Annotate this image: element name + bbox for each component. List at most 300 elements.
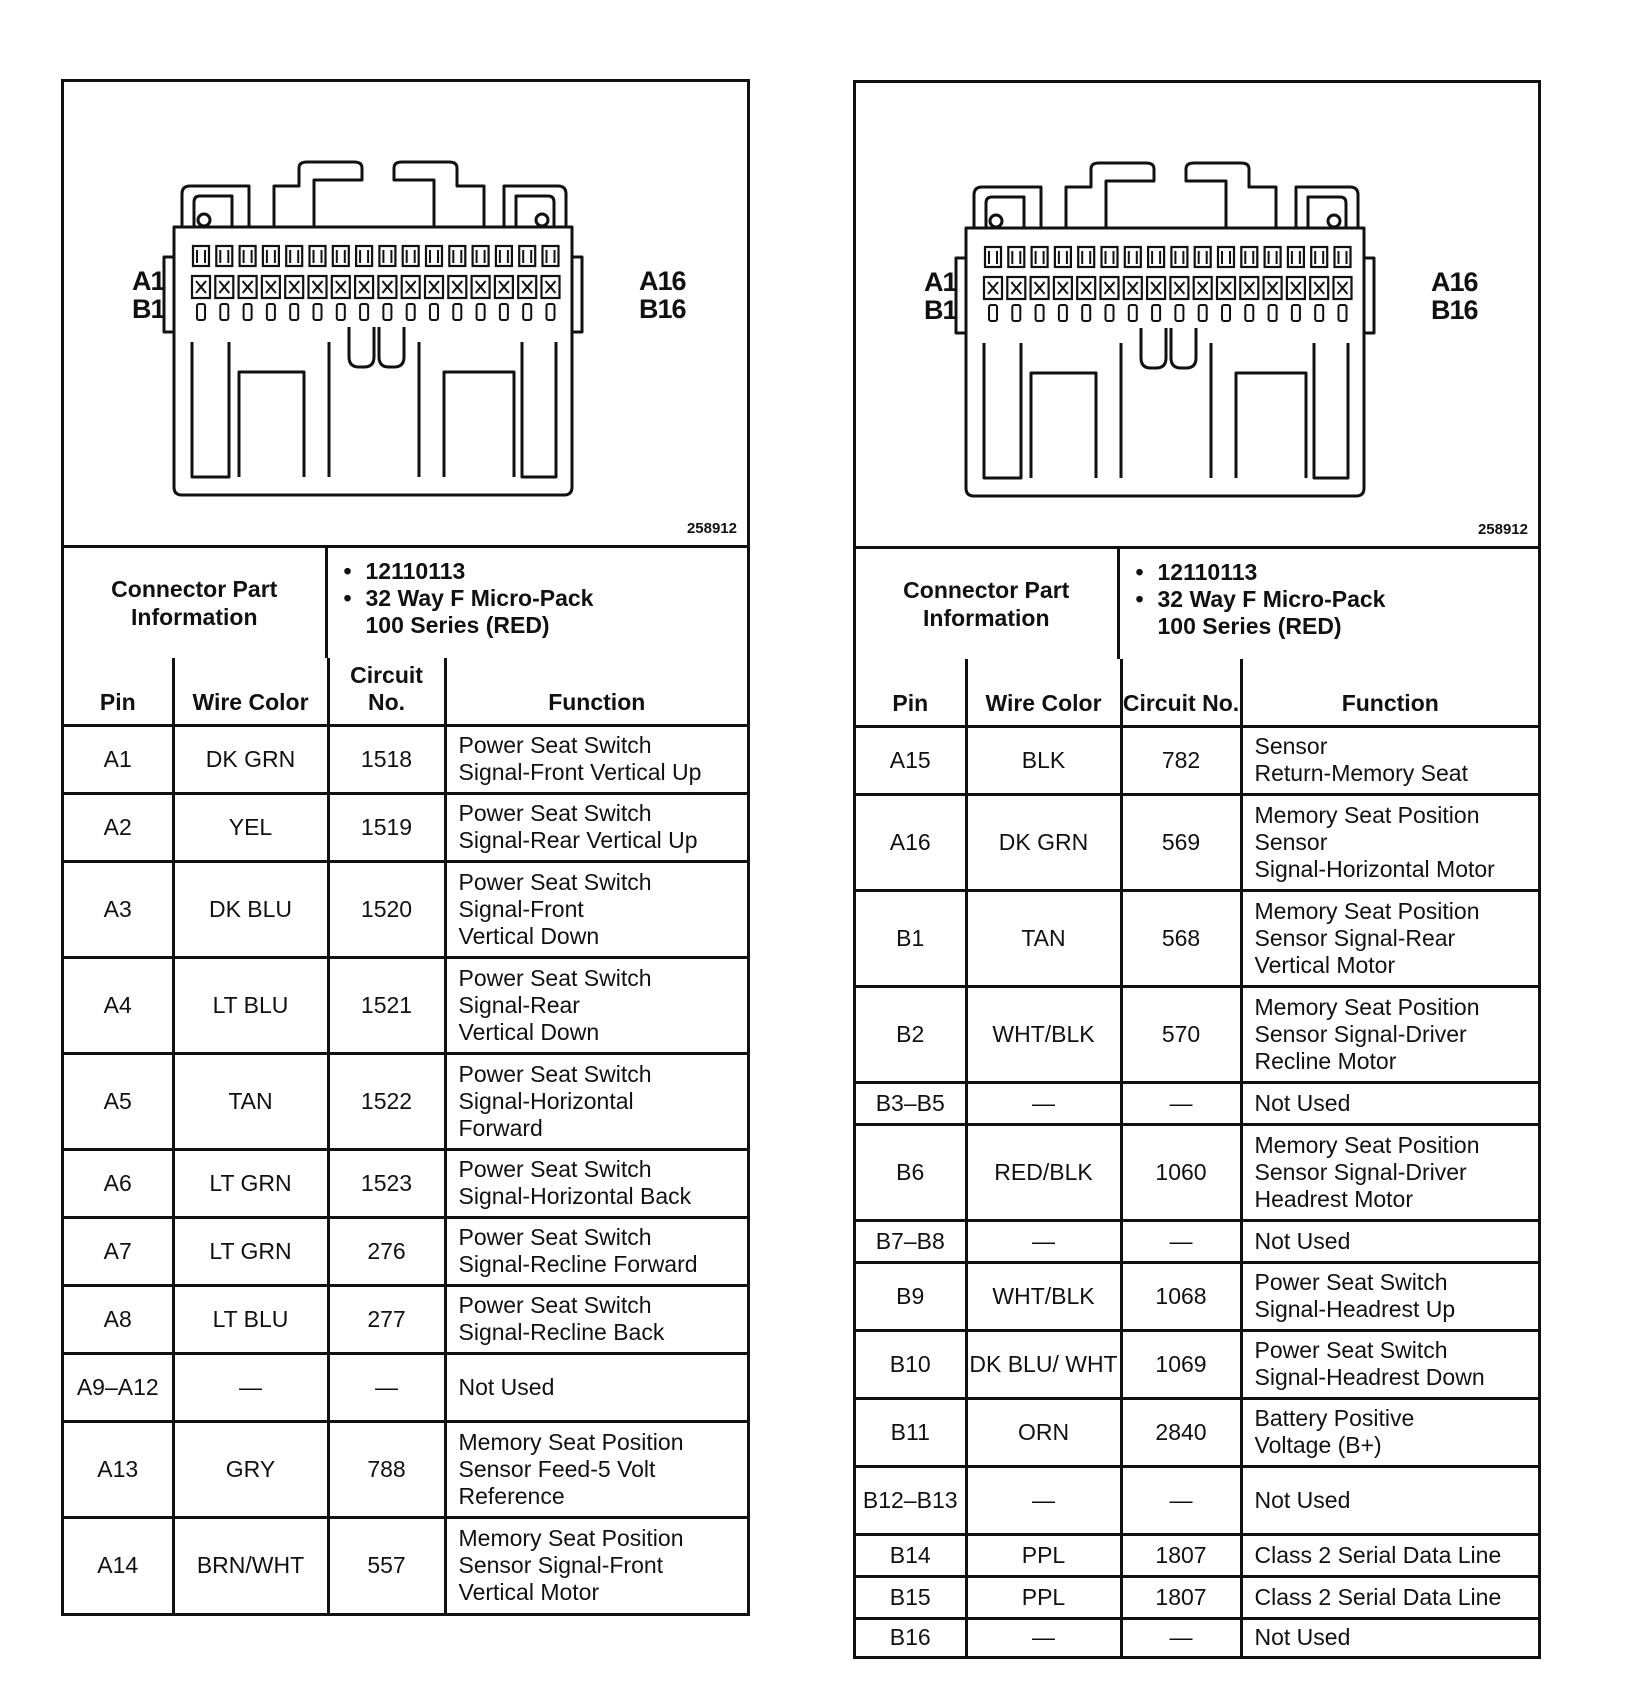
wire-color-cell: DK GRN [173,725,328,793]
function-cell [445,861,747,957]
circuit-cell: — [1121,1466,1241,1534]
terminal-cavity-a [1288,247,1304,267]
function-line: Power Seat Switch [458,868,652,895]
circuit-cell: 782 [1121,726,1241,794]
header-circuit-no: Circuit No. [1121,659,1241,726]
connector-part-list [326,548,747,658]
function-line: Memory Seat Position [1254,897,1480,924]
figure-number: 258912 [1477,521,1528,538]
wire-color-cell: LT GRN [173,1149,328,1217]
function-line: Power Seat Switch [458,1224,652,1250]
table-row [856,986,1538,1082]
function-line: Sensor Signal-Driver [1254,1020,1467,1047]
circuit-cell: 1069 [1121,1330,1241,1398]
terminal-cavity-b-detail [1314,282,1324,294]
latch-window [523,304,531,320]
pin-cell: A4 [64,957,173,1053]
function-line: Sensor Feed-5 Volt [458,1455,656,1482]
circuit-cell: 570 [1121,986,1241,1082]
pin-cell: A5 [64,1053,173,1149]
latch-window [430,304,438,320]
terminal-cavity-a [286,246,302,266]
terminal-cavity-a [1218,247,1234,267]
table-row [64,1353,747,1421]
function-line: Memory Seat Position [1254,993,1480,1020]
table-row [856,1398,1538,1466]
terminal-cavity-a [1125,247,1141,267]
terminal-cavity-a [403,246,419,266]
latch-window [1222,305,1230,321]
function-line: Sensor [1254,828,1328,855]
latch-window [337,304,345,320]
circuit-cell: 1807 [1121,1576,1241,1618]
table-row [856,726,1538,794]
wire-color-cell: WHT/BLK [966,986,1121,1082]
function-line: Reference [458,1482,565,1509]
function-line: Memory Seat Position [1254,1131,1480,1158]
circuit-cell: 1068 [1121,1262,1241,1330]
wire-color-cell: RED/BLK [966,1124,1121,1220]
connector-info-table [856,549,1538,659]
function-line: Vertical Down [458,1018,600,1045]
terminal-cavity-b-detail [988,282,998,294]
pin-label-b-end: B16 [1431,295,1478,325]
terminal-cavity-a [496,246,512,266]
terminal-cavity-b-detail [1105,282,1115,294]
latch-window [1269,305,1277,321]
terminal-cavity-a [1195,247,1211,267]
table-row [64,861,747,957]
pin-table [856,659,1538,1656]
function-line: Recline Motor [1254,1047,1397,1074]
latch-window [197,304,205,320]
connector-diagram [64,82,747,548]
terminal-cavity-a [1148,247,1164,267]
wire-color-cell: WHT/BLK [966,1262,1121,1330]
function-cell [445,1149,747,1217]
latch-window [1175,305,1183,321]
latch-window [383,304,391,320]
function-cell [1241,1398,1538,1466]
table-row [64,1217,747,1285]
circuit-cell: 2840 [1121,1398,1241,1466]
header-pin: Pin [856,659,966,726]
pin-label-b-start: B1 [132,294,165,324]
terminal-cavity-a [1102,247,1118,267]
circuit-cell: 568 [1121,890,1241,986]
terminal-cavity-b-detail [219,281,229,293]
function-line: Not Used [1254,1486,1351,1513]
connector-panel-left [61,79,750,1616]
function-line: Headrest Motor [1254,1185,1414,1212]
function-cell [445,1285,747,1353]
pin-cell: B1 [856,890,966,986]
function-cell [1241,1124,1538,1220]
terminal-cavity-a [519,246,535,266]
terminal-cavity-b-detail [476,281,486,293]
latch-window [244,304,252,320]
function-line: Signal-Horizontal Motor [1254,855,1495,882]
table-row [856,890,1538,986]
header-function: Function [1241,659,1538,726]
pin-cell: B7–B8 [856,1220,966,1262]
circuit-cell: 1519 [328,793,445,861]
table-row [856,1330,1538,1398]
terminal-cavity-a [310,246,326,266]
latch-window [220,304,228,320]
function-cell [445,1053,747,1149]
latch-window [547,304,555,320]
terminal-cavity-a [543,246,559,266]
function-line: Not Used [1254,1624,1351,1651]
function-line: Not Used [458,1373,555,1400]
wire-color-cell: YEL [173,793,328,861]
table-row [64,1149,747,1217]
connector-info-table [64,548,747,658]
function-line: Vertical Motor [458,1579,600,1606]
wire-color-cell: LT GRN [173,1217,328,1285]
pin-cell: B11 [856,1398,966,1466]
terminal-cavity-b-detail [1174,282,1184,294]
part-type: • 32 Way F Micro-Pack 100 Series (RED) [366,585,748,639]
terminal-cavity-b-detail [196,281,206,293]
circuit-cell: 1522 [328,1053,445,1149]
latch-window [989,305,997,321]
pin-cell: A14 [64,1517,173,1613]
terminal-cavity-b-detail [522,281,532,293]
function-line: Battery Positive [1254,1405,1415,1431]
part-number: • 12110113 [366,558,748,585]
terminal-cavity-b-detail [452,281,462,293]
table-row [856,1262,1538,1330]
connector-part-list [1118,549,1538,659]
function-line: Sensor Signal-Front [458,1552,664,1579]
function-line: Signal-Horizontal [458,1087,634,1114]
terminal-cavity-a [263,246,279,266]
terminal-cavity-a [1241,247,1257,267]
terminal-cavity-b-detail [1011,282,1021,294]
terminal-cavity-a [1265,247,1281,267]
pin-cell: A9–A12 [64,1353,173,1421]
pin-cell: B9 [856,1262,966,1330]
terminal-cavity-a [473,246,489,266]
function-cell [445,725,747,793]
function-line: Signal-Headrest Down [1254,1364,1485,1390]
wire-color-cell: TAN [966,890,1121,986]
latch-window [1152,305,1160,321]
function-cell [1241,1618,1538,1656]
function-line: Signal-Horizontal Back [458,1183,692,1209]
header-wire-color: Wire Color [966,659,1121,726]
circuit-cell: — [1121,1082,1241,1124]
wire-color-cell: — [966,1618,1121,1656]
terminal-cavity-a [449,246,465,266]
latch-window [1036,305,1044,321]
connector-shroud [182,162,566,227]
terminal-cavity-b-detail [1035,282,1045,294]
latch-window [290,304,298,320]
pin-cell: A6 [64,1149,173,1217]
function-line: Signal-Recline Back [458,1319,665,1345]
function-line: Power Seat Switch [458,1060,652,1087]
function-line: Memory Seat Position [458,1525,684,1552]
function-line: Vertical Down [458,922,600,949]
wire-color-cell: LT BLU [173,1285,328,1353]
alignment-hole [536,214,548,226]
circuit-cell: — [328,1353,445,1421]
latch-window [1339,305,1347,321]
terminal-cavity-b-detail [406,281,416,293]
circuit-cell: 1518 [328,725,445,793]
function-line: Power Seat Switch [458,800,652,826]
function-line: Signal-Rear [458,991,580,1018]
pin-cell: B3–B5 [856,1082,966,1124]
terminal-cavity-a [426,246,442,266]
circuit-cell: — [1121,1220,1241,1262]
pin-cell: B15 [856,1576,966,1618]
table-row [856,1618,1538,1656]
function-line: Sensor Signal-Rear [1254,924,1456,951]
terminal-cavity-b-detail [336,281,346,293]
terminal-cavity-b-detail [546,281,556,293]
circuit-cell: 1520 [328,861,445,957]
latch-window [407,304,415,320]
function-cell [1241,890,1538,986]
header-circuit-no: Circuit No. [328,658,445,725]
wire-color-cell: DK BLU [173,861,328,957]
terminal-cavity-b-detail [1338,282,1348,294]
function-line: Return-Memory Seat [1254,760,1468,786]
wire-color-cell: — [173,1353,328,1421]
terminal-cavity-a [379,246,395,266]
function-cell [445,1217,747,1285]
table-row [856,1220,1538,1262]
function-line: Class 2 Serial Data Line [1254,1583,1502,1610]
terminal-cavity-a [193,246,209,266]
table-row [64,957,747,1053]
terminal-cavity-a [240,246,256,266]
pin-cell: A8 [64,1285,173,1353]
terminal-cavity-b-detail [1198,282,1208,294]
circuit-cell: 788 [328,1421,445,1517]
function-line: Signal-Front [458,895,584,922]
latch-window [1129,305,1137,321]
function-line: Not Used [1254,1089,1351,1116]
alignment-hole [990,215,1002,227]
pin-cell: A2 [64,793,173,861]
function-line: Power Seat Switch [458,732,652,758]
figure-number: 258912 [686,520,737,537]
terminal-cavity-b-detail [359,281,369,293]
terminal-cavity-b-detail [243,281,253,293]
circuit-cell: 569 [1121,794,1241,890]
latch-window [1315,305,1323,321]
function-cell [1241,1220,1538,1262]
table-row [64,793,747,861]
latch-window [1106,305,1114,321]
latch-window [1082,305,1090,321]
pin-cell: B16 [856,1618,966,1656]
alignment-hole [1328,215,1340,227]
connector-panel-right [853,80,1541,1659]
function-cell [1241,794,1538,890]
latch-window [1292,305,1300,321]
function-line: Class 2 Serial Data Line [1254,1541,1502,1568]
pin-table [64,658,747,1613]
function-line: Power Seat Switch [1254,1269,1448,1295]
circuit-cell: 277 [328,1285,445,1353]
terminal-cavity-b-detail [1081,282,1091,294]
table-row [856,1466,1538,1534]
latch-window [1199,305,1207,321]
latch-window [314,304,322,320]
wire-color-cell: LT BLU [173,957,328,1053]
connector-diagram [856,83,1538,549]
wire-color-cell: DK BLU/ WHT [966,1330,1121,1398]
pin-cell: A1 [64,725,173,793]
circuit-cell: 1521 [328,957,445,1053]
header-function: Function [445,658,747,725]
function-cell [445,793,747,861]
pin-cell: A15 [856,726,966,794]
function-line: Signal-Rear Vertical Up [458,827,698,853]
function-line: Power Seat Switch [458,964,652,991]
wire-color-cell: BRN/WHT [173,1517,328,1613]
pin-label-a-end: A16 [639,266,686,296]
connector-info-label: Connector Part Information [64,548,326,658]
mounting-base [984,328,1348,478]
table-row [64,1053,747,1149]
circuit-cell: 1807 [1121,1534,1241,1576]
terminal-cavity-a [1032,247,1048,267]
part-number: • 12110113 [1158,559,1539,586]
function-cell [1241,1466,1538,1534]
latch-window [453,304,461,320]
table-row [856,1534,1538,1576]
table-row [64,1517,747,1613]
wire-color-cell: PPL [966,1576,1121,1618]
function-line: Signal-Front Vertical Up [458,759,702,785]
terminal-cavity-a [1171,247,1187,267]
latch-window [1245,305,1253,321]
terminal-cavity-a [1055,247,1071,267]
circuit-cell: — [1121,1618,1241,1656]
wire-color-cell: — [966,1082,1121,1124]
function-cell [1241,986,1538,1082]
wire-color-cell: DK GRN [966,794,1121,890]
function-line: Sensor [1254,733,1328,759]
connector-info-label: Connector Part Information [856,549,1118,659]
function-cell [445,1517,747,1613]
function-line: Memory Seat Position [1254,801,1480,828]
connector-shroud [974,163,1358,228]
table-row [856,794,1538,890]
pin-cell: A7 [64,1217,173,1285]
table-row [856,1082,1538,1124]
terminal-cavity-b-detail [1128,282,1138,294]
latch-window [500,304,508,320]
pin-cell: A3 [64,861,173,957]
latch-window [477,304,485,320]
terminal-cavity-a [216,246,232,266]
function-line: Power Seat Switch [458,1292,652,1318]
terminal-cavity-a [333,246,349,266]
wire-color-cell: ORN [966,1398,1121,1466]
function-line: Forward [458,1114,543,1141]
function-line: Not Used [1254,1227,1351,1254]
terminal-cavity-b-detail [499,281,509,293]
pin-cell: B6 [856,1124,966,1220]
header-wire-color: Wire Color [173,658,328,725]
part-type: • 32 Way F Micro-Pack 100 Series (RED) [1158,586,1539,640]
function-cell [1241,1262,1538,1330]
mounting-base [192,327,556,477]
terminal-cavity-a [1335,247,1351,267]
terminal-cavity-b-detail [1151,282,1161,294]
terminal-cavity-a [1008,247,1024,267]
function-line: Power Seat Switch [1254,1337,1448,1363]
table-row [856,1124,1538,1220]
circuit-cell: 276 [328,1217,445,1285]
terminal-cavity-b-detail [1244,282,1254,294]
table-row [856,1576,1538,1618]
header-pin: Pin [64,658,173,725]
terminal-cavity-a [1078,247,1094,267]
table-row [64,725,747,793]
circuit-cell: 1523 [328,1149,445,1217]
wire-color-cell: — [966,1466,1121,1534]
wire-color-cell: BLK [966,726,1121,794]
circuit-cell: 557 [328,1517,445,1613]
function-cell [1241,1534,1538,1576]
latch-window [267,304,275,320]
terminal-cavity-b-detail [382,281,392,293]
function-line: Voltage (B+) [1254,1432,1382,1458]
pin-cell: B10 [856,1330,966,1398]
function-cell [1241,1576,1538,1618]
function-line: Vertical Motor [1254,951,1396,978]
function-cell [445,1421,747,1517]
circuit-cell: 1060 [1121,1124,1241,1220]
terminal-cavity-b-detail [289,281,299,293]
terminal-cavity-b-detail [1221,282,1231,294]
table-row [64,1421,747,1517]
latch-window [1012,305,1020,321]
latch-window [360,304,368,320]
function-line: Memory Seat Position [458,1428,684,1455]
alignment-hole [198,214,210,226]
function-cell [445,1353,747,1421]
latch-window [1059,305,1067,321]
terminal-cavity-b-detail [313,281,323,293]
function-line: Power Seat Switch [458,1156,652,1182]
pin-label-a-start: A1 [132,266,165,296]
function-line: Signal-Headrest Up [1254,1296,1456,1322]
function-cell [1241,1330,1538,1398]
terminal-cavity-b-detail [429,281,439,293]
terminal-cavity-b-detail [266,281,276,293]
function-cell [1241,1082,1538,1124]
pin-cell: A13 [64,1421,173,1517]
pin-cell: A16 [856,794,966,890]
wire-color-cell: PPL [966,1534,1121,1576]
wire-color-cell: GRY [173,1421,328,1517]
wire-color-cell: TAN [173,1053,328,1149]
wire-color-cell: — [966,1220,1121,1262]
table-row [64,1285,747,1353]
function-line: Sensor Signal-Driver [1254,1158,1467,1185]
function-cell [445,957,747,1053]
